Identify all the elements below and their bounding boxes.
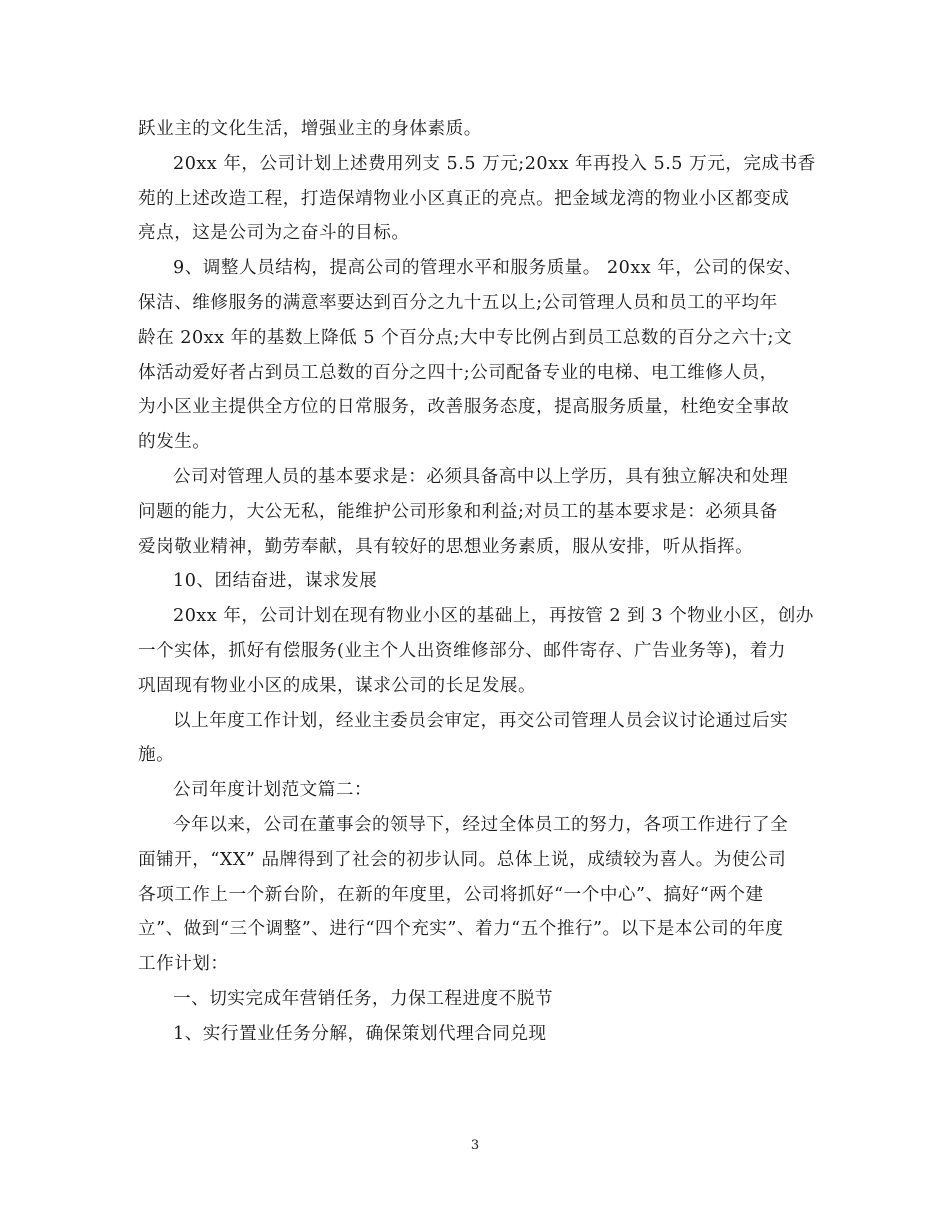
text-line: 为小区业主提供全方位的日常服务，改善服务态度，提高服务质量，杜绝安全事故	[138, 397, 790, 418]
text-line: 龄在 20xx 年的基数上降低 5 个百分点;大中专比例占到员工总数的百分之六十;文	[138, 327, 793, 348]
text-line: 工作计划：	[138, 954, 229, 975]
text-line: 9、调整人员结构，提高公司的管理水平和服务质量。 20xx 年，公司的保安、	[173, 258, 803, 279]
text-line: 20xx 年，公司计划上述费用列支 5.5 万元;20xx 年再投入 5.5 万元，完成书香	[173, 153, 816, 174]
page-number: 3	[470, 1138, 480, 1153]
text-line: 体活动爱好者占到员工总数的百分之四十;公司配备专业的电梯、电工维修人员，	[138, 362, 778, 383]
text-line: 的发生。	[138, 432, 211, 453]
text-line: 爱岗敬业精神，勤劳奉献，具有较好的思想业务素质，服从安排，听从指挥。	[138, 536, 754, 557]
text-line: 施。	[138, 745, 175, 766]
section-heading: 10、团结奋进，谋求发展	[173, 571, 378, 592]
document-body	[138, 112, 818, 1052]
text-line: 跃业主的文化生活，增强业主的身体素质。	[138, 119, 482, 139]
text-line: 保洁、维修服务的满意率要达到百分之九十五以上;公司管理人员和员工的平均年	[138, 292, 778, 313]
text-line: 问题的能力，大公无私，能维护公司形象和利益;对员工的基本要求是：必须具备	[138, 501, 778, 522]
text-line: 巩固现有物业小区的成果，谋求公司的长足发展。	[138, 675, 537, 696]
section-heading: 公司年度计划范文篇二：	[173, 780, 373, 801]
text-line: 面铺开，“XX” 品牌得到了社会的初步认同。总体上说，成绩较为喜人。为使公司	[138, 849, 787, 870]
section-heading: 1、实行置业任务分解，确保策划代理合同兑现	[173, 1023, 547, 1044]
text-line: 一个实体，抓好有偿服务(业主个人出资维修部分、邮件寄存、广告业务等)，着力	[138, 640, 787, 661]
text-line: 20xx 年，公司计划在现有物业小区的基础上，再按管 2 到 3 个物业小区，创办	[173, 606, 814, 627]
section-heading: 一、切实完成年营销任务，力保工程进度不脱节	[173, 988, 553, 1009]
text-line: 立”、做到“三个调整”、进行“四个充实”、着力“五个推行”。以下是本公司的年度	[138, 919, 784, 940]
text-line: 今年以来，公司在董事会的领导下，经过全体员工的努力，各项工作进行了全	[173, 814, 789, 835]
text-line: 苑的上述改造工程，打造保靖物业小区真正的亮点。把金域龙湾的物业小区都变成	[138, 188, 790, 209]
text-line: 亮点，这是公司为之奋斗的目标。	[138, 223, 410, 244]
text-line: 以上年度工作计划，经业主委员会审定，再交公司管理人员会议讨论通过后实	[173, 710, 789, 731]
text-line: 各项工作上一个新台阶，在新的年度里，公司将抓好“一个中心”、搞好“两个建	[138, 884, 764, 905]
text-line: 公司对管理人员的基本要求是：必须具备高中以上学历，具有独立解决和处理	[173, 466, 789, 487]
